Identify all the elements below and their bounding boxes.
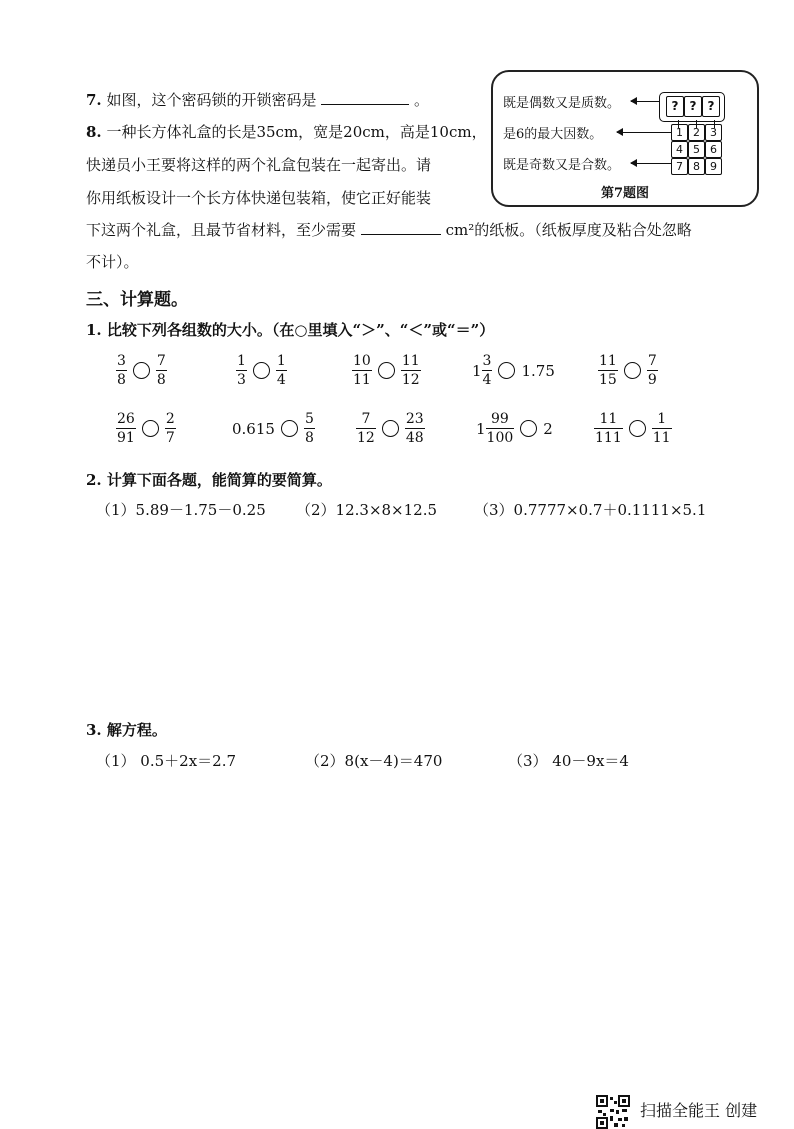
section-3-heading: 三、计算题。: [86, 290, 188, 310]
fraction: $\frac{23}{48}$: [405, 411, 424, 446]
equation-item-3: （3） 40－9x＝4: [508, 752, 629, 770]
calc-item-1: （1）5.89－1.75－0.25: [96, 501, 266, 519]
question-8-line-2: 快递员小王要将这样的两个礼盒包装在一起寄出。请: [86, 156, 432, 174]
lock-figure: [491, 70, 759, 207]
question-8-number: 8.: [86, 123, 102, 141]
compare-circle[interactable]: [281, 420, 298, 437]
key-5: 5: [688, 141, 705, 158]
fraction: $\frac{1}{3}$: [237, 353, 246, 388]
compare-circle[interactable]: [142, 420, 159, 437]
equation-item-2: （2）8(x－4)＝470: [305, 752, 443, 770]
figure-caption: 第7题图: [600, 186, 650, 201]
compare-item-9: [476, 411, 553, 446]
fraction: $\frac{1}{4}$: [276, 353, 286, 388]
key-6: 6: [705, 141, 722, 158]
compare-circle[interactable]: [629, 420, 646, 437]
calc-title: 2. 计算下面各题，能简算的要简算。: [86, 471, 332, 489]
footer-watermark: 扫描全能王 创建: [640, 1101, 758, 1120]
key-8: 8: [688, 158, 705, 175]
compare-item-6: [116, 411, 176, 446]
question-8-line-5: 不计）。: [86, 253, 139, 271]
mixed-whole: 1: [476, 419, 486, 438]
key-9: 9: [705, 158, 722, 175]
compare-circle[interactable]: [520, 420, 537, 437]
equation-title: 3. 解方程。: [86, 721, 167, 739]
lock-digit-3: ?: [702, 96, 720, 117]
key-3: 3: [705, 124, 722, 141]
compare-item-10: [594, 411, 672, 446]
compare-circle[interactable]: [378, 362, 395, 379]
question-8-line-4: [86, 220, 692, 240]
arrow-3: [631, 163, 671, 164]
label-odd-composite: 既是奇数又是合数。: [503, 158, 621, 173]
compare-item-7: [232, 411, 315, 446]
decimal-value: 0.615: [232, 419, 275, 438]
compare-circle[interactable]: [498, 362, 515, 379]
question-7-text: 如图，这个密码锁的开锁密码是: [106, 91, 317, 109]
decimal-value: 1.75: [521, 361, 555, 380]
fraction: $\frac{1}{11}$: [652, 411, 671, 446]
arrow-1: [631, 101, 659, 102]
question-7: [86, 90, 429, 110]
compare-circle[interactable]: [253, 362, 270, 379]
arrow-2: [617, 132, 671, 133]
fraction: $\frac{3}{4}$: [482, 353, 492, 388]
label-max-factor: 是6的最大因数。: [503, 127, 603, 142]
question-7-answer-blank[interactable]: [321, 104, 409, 105]
calc-item-3: （3）0.7777×0.7＋0.1111×5.1: [474, 501, 707, 519]
fraction: $\frac{3}{8}$: [117, 353, 126, 388]
key-4: 4: [671, 141, 688, 158]
label-even-prime: 既是偶数又是质数。: [503, 96, 621, 111]
fraction: $\frac{2}{7}$: [165, 411, 175, 446]
question-8-answer-blank[interactable]: [361, 234, 441, 235]
compare-circle[interactable]: [382, 420, 399, 437]
fraction: $\frac{99}{100}$: [486, 411, 514, 446]
fraction: $\frac{7}{9}$: [647, 353, 657, 388]
fraction: $\frac{26}{91}$: [117, 411, 135, 446]
integer-value: 2: [543, 419, 553, 438]
fraction: $\frac{5}{8}$: [304, 411, 314, 446]
key-2: 2: [688, 124, 705, 141]
calc-item-2: （2）12.3×8×12.5: [296, 501, 438, 519]
fraction: $\frac{7}{12}$: [357, 411, 375, 446]
compare-item-3: [352, 353, 421, 388]
question-7-number: 7.: [86, 91, 102, 109]
question-8-text-4a: 下这两个礼盒，且最节省材料，至少需要: [86, 221, 357, 239]
fraction: $\frac{11}{12}$: [401, 353, 420, 388]
mixed-whole: 1: [472, 361, 482, 380]
lock-display: [659, 92, 725, 122]
key-7: 7: [671, 158, 688, 175]
lock-digit-2: ?: [684, 96, 702, 117]
fraction: $\frac{7}{8}$: [156, 353, 166, 388]
question-8-text-1: 一种长方体礼盒的长是35cm，宽是20cm，高是10cm，: [106, 123, 487, 141]
equation-item-1: （1） 0.5＋2x＝2.7: [96, 752, 237, 770]
fraction: $\frac{10}{11}$: [353, 353, 371, 388]
key-1: 1: [671, 124, 688, 141]
compare-item-8: [356, 411, 425, 446]
compare-item-4: [472, 353, 555, 388]
compare-item-2: [236, 353, 287, 388]
question-8-text-4b: cm²的纸板。（纸板厚度及粘合处忽略: [445, 221, 692, 239]
question-8-line-1: [86, 122, 487, 142]
fraction: $\frac{11}{111}$: [595, 411, 622, 446]
lock-digit-1: ?: [666, 96, 684, 117]
question-7-end: 。: [414, 91, 430, 109]
compare-item-1: [116, 353, 167, 388]
compare-circle[interactable]: [133, 362, 150, 379]
compare-item-5: [598, 353, 658, 388]
compare-title: 1. 比较下列各组数的大小。（在○里填入“＞”、“＜”或“＝”）: [86, 321, 495, 339]
compare-circle[interactable]: [624, 362, 641, 379]
fraction: $\frac{11}{15}$: [599, 353, 617, 388]
question-8-line-3: 你用纸板设计一个长方体快递包装箱，使它正好能装: [86, 189, 432, 207]
